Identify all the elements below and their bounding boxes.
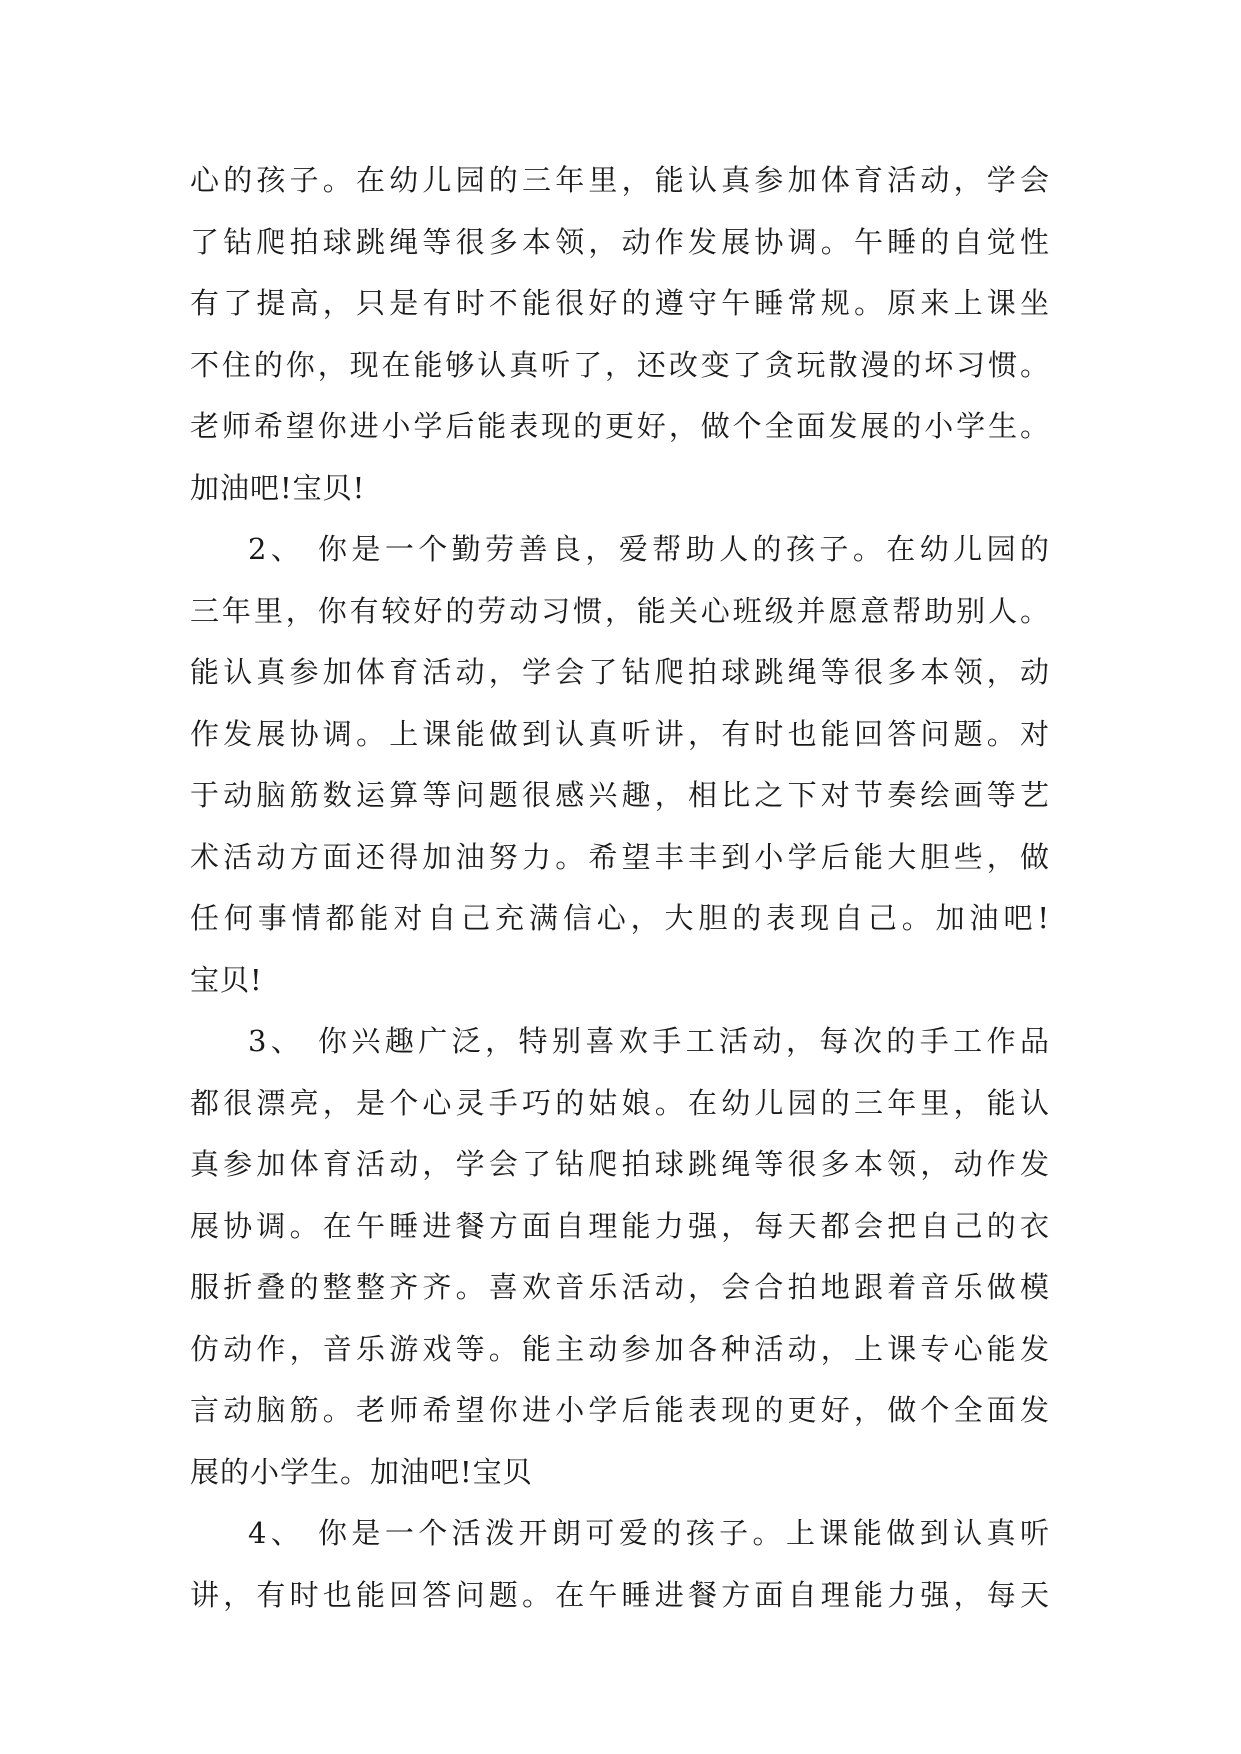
text-line: 于动脑筋数运算等问题很感兴趣，相比之下对节奏绘画等艺 [190, 778, 1050, 812]
text-line: 言动脑筋。老师希望你进小学后能表现的更好，做个全面发 [190, 1393, 1050, 1427]
text-line: 能认真参加体育活动，学会了钻爬拍球跳绳等很多本领，动 [190, 655, 1050, 689]
text-line: 作发展协调。上课能做到认真听讲，有时也能回答问题。对 [190, 716, 1050, 751]
text-line: 宝贝! [190, 962, 263, 997]
text-line: 服折叠的整整齐齐。喜欢音乐活动，会合拍地跟着音乐做模 [190, 1270, 1050, 1304]
text-line: 有了提高，只是有时不能很好的遵守午睡常规。原来上课坐 [190, 286, 1050, 320]
text-line: 讲，有时也能回答问题。在午睡进餐方面自理能力强，每天 [190, 1577, 1050, 1612]
text-line: 三年里，你有较好的劳动习惯，能关心班级并愿意帮助别人。 [190, 593, 1050, 628]
text-line: 术活动方面还得加油努力。希望丰丰到小学后能大胆些，做 [190, 839, 1050, 874]
text-line: 仿动作，音乐游戏等。能主动参加各种活动，上课专心能发 [190, 1331, 1050, 1366]
document-body [190, 150, 1050, 1626]
text-line: 老师希望你进小学后能表现的更好，做个全面发展的小学生。 [190, 409, 1050, 443]
text-line: 都很漂亮，是个心灵手巧的姑娘。在幼儿园的三年里，能认 [190, 1085, 1050, 1120]
text-line: 真参加体育活动，学会了钻爬拍球跳绳等很多本领，动作发 [190, 1147, 1050, 1181]
paragraph-1 [190, 150, 1050, 519]
text-line: 心的孩子。在幼儿园的三年里，能认真参加体育活动，学会 [190, 163, 1050, 197]
paragraph-4 [190, 1503, 1050, 1626]
paragraph-2 [190, 519, 1050, 1011]
paragraph-3 [190, 1011, 1050, 1503]
text-line: 展协调。在午睡进餐方面自理能力强，每天都会把自己的衣 [190, 1208, 1050, 1243]
text-line: 了钻爬拍球跳绳等很多本领，动作发展协调。午睡的自觉性 [190, 224, 1050, 259]
text-line: 展的小学生。加油吧!宝贝 [190, 1454, 533, 1489]
text-line: 任何事情都能对自己充满信心，大胆的表现自己。加油吧! [190, 901, 1050, 935]
text-line: 2、 你是一个勤劳善良，爱帮助人的孩子。在幼儿园的 [248, 532, 1050, 566]
text-line: 加油吧!宝贝! [190, 470, 366, 505]
text-line: 不住的你，现在能够认真听了，还改变了贪玩散漫的坏习惯。 [190, 347, 1050, 382]
text-line: 3、 你兴趣广泛，特别喜欢手工活动，每次的手工作品 [248, 1024, 1050, 1058]
text-line: 4、 你是一个活泼开朗可爱的孩子。上课能做到认真听 [248, 1516, 1050, 1550]
